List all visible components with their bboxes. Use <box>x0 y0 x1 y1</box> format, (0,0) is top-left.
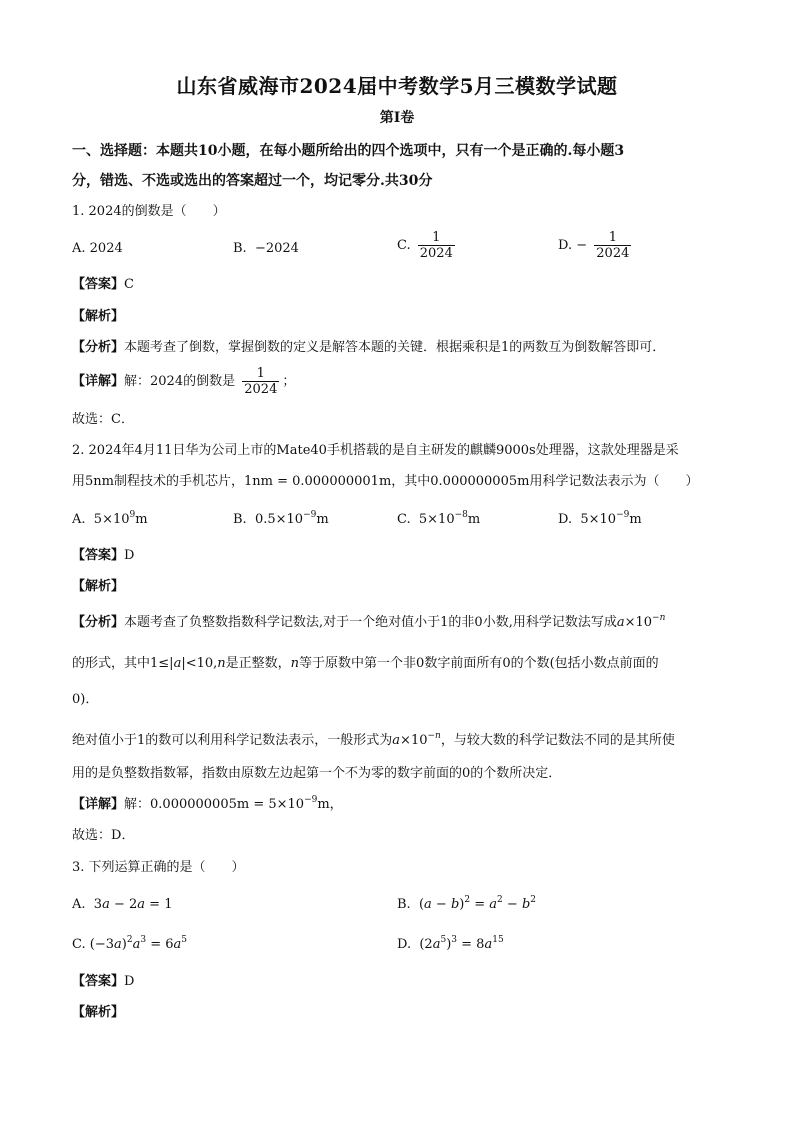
q2-fenxi-line1: 【分析】本题考查了负整数指数科学记数法,对于一个绝对值小于1的非0小数,用科学记数法写成$a\times 10^{-n}$ <box>72 613 666 630</box>
q2-option-c: C. $5\times 10^{-8}m$ <box>397 510 481 527</box>
q1-option-c-fraction: $\frac{1}{2024}$ <box>419 230 453 261</box>
q2-detail: 【详解】解：$0.000000005m = 5\times 10^{-9}m$， <box>72 795 343 812</box>
q1-option-b-value: −2024 <box>254 241 299 256</box>
q2-fenxi-line2: 的形式，其中1≤|a|<10,n是正整数，n等于原数中第一个非0数字前面所有0的个数(包括小数点前面的 <box>72 656 659 671</box>
q2-option-b: B. $0.5\times 10^{-9}m$ <box>233 510 329 527</box>
q1-fenxi: 【分析】本题考查了倒数，掌握倒数的定义是解答本题的关键．根据乘积是1的两数互为倒数解答即可． <box>72 340 666 355</box>
q3-analysis-label: 【解析】 <box>72 1005 125 1020</box>
q2-choose: 故选：D． <box>72 828 135 843</box>
q3-answer: 【答案】D <box>72 974 135 989</box>
page-title: 山东省威海市2024届中考数学5月三模数学试题 <box>176 74 618 98</box>
q2-answer: 【答案】D <box>72 548 135 563</box>
q3-option-c: C. $(-3a)^2a^3 = 6a^5$ <box>72 935 188 952</box>
q2-option-d: D. $5\times 10^{-9}m$ <box>558 510 642 527</box>
q3-option-a: A. 3a − 2a = 1 <box>72 897 173 912</box>
q2-stem-line1: 2. 2024年4月11日华为公司上市的Mate40手机搭载的是自主研发的麒麟9000s处理器，这款处理器是采 <box>72 443 679 458</box>
q1-stem: 1. 2024的倒数是（ ） <box>72 204 226 219</box>
q1-answer: 【答案】C <box>72 277 134 292</box>
q1-analysis-label: 【解析】 <box>72 309 125 324</box>
q2-para-line1: 绝对值小于1的数可以利用科学记数法表示，一般形式为$a\times 10^{-n}$，与较大数的科学记数法不同的是其所使 <box>72 731 675 748</box>
q2-option-a: A. $5\times 10^9m$ <box>72 510 148 527</box>
q1-detail: 【详解】解：2024的倒数是 $\frac{1}{2024}$ ； <box>72 366 296 397</box>
q1-choose: 故选：C． <box>72 412 134 427</box>
q3-stem: 3. 下列运算正确的是（ ） <box>72 860 245 875</box>
q1-option-d-fraction: $\frac{1}{2024}$ <box>596 230 630 261</box>
q1-option-c: C. $\frac{1}{2024}$ <box>397 230 453 261</box>
section-heading-line2: 分，错选、不选或选出的答案超过一个，均记零分.共30分 <box>72 173 433 189</box>
section-heading-line1: 一、选择题：本题共10小题，在每小题所给出的四个选项中，只有一个是正确的.每小题3 <box>72 143 625 159</box>
q2-analysis-label: 【解析】 <box>72 579 125 594</box>
q3-option-b: B. $(a - b)^2 = a^2 - b^2$ <box>397 895 537 912</box>
q1-option-b: B. −2024 <box>233 241 299 256</box>
volume-heading: 第I卷 <box>379 110 415 126</box>
q3-option-d: D. $(2a^5)^3 = 8a^{15}$ <box>397 935 504 952</box>
q1-option-a: A. 2024 <box>72 241 123 256</box>
q1-option-d: D. − $\frac{1}{2024}$ <box>558 230 630 261</box>
q2-stem-line2: 用5nm制程技术的手机芯片，1nm = 0.000000001m，其中0.000000005m用科学记数法表示为（ ） <box>72 474 699 489</box>
q2-fenxi-line3: 0)． <box>72 692 99 707</box>
q2-para-line2: 用的是负整数指数幂，指数由原数左边起第一个不为零的数字前面的0的个数所决定． <box>72 766 562 781</box>
